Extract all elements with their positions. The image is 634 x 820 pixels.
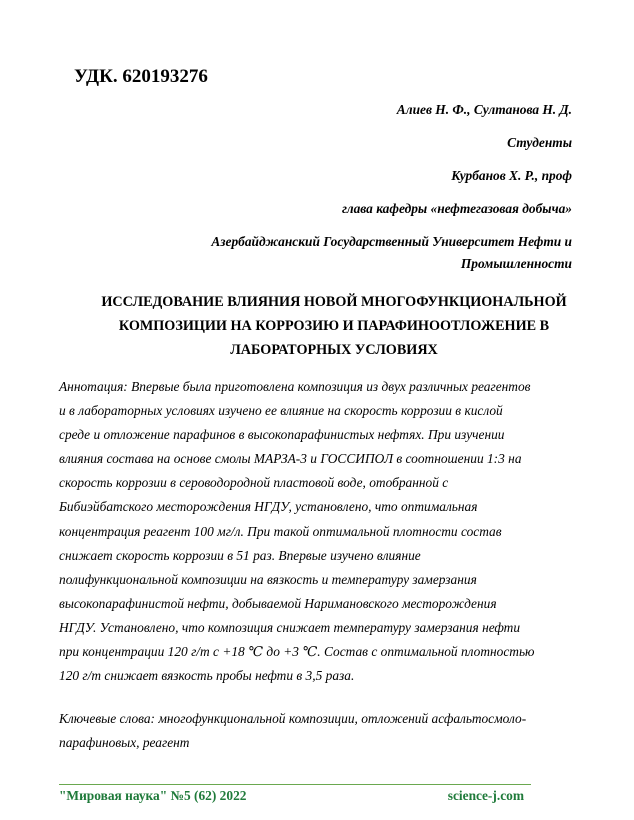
author-names: Алиев Н. Ф., Султанова Н. Д. <box>396 102 572 117</box>
abstract-line: концентрация реагент 100 мг/л. При такой оптимальной плотности состав <box>59 523 502 539</box>
article-title <box>90 290 578 362</box>
footer-divider <box>59 784 531 785</box>
abstract-line: скорость коррозии в сероводородной пластовой воде, отобранной с <box>59 475 449 491</box>
abstract-line: снижает скорость коррозии в 51 раз. Впервые изучено влияние <box>59 547 421 563</box>
journal-website[interactable]: science-j.com <box>447 788 524 803</box>
abstract-line: и в лабораторных условиях изучено ее влияние на скорость коррозии в кислой <box>59 403 503 419</box>
abstract-line: полифункциональной композиции на вязкость и температуру замерзания <box>59 571 477 587</box>
supervisor-position: глава кафедры «нефтегазовая добыча» <box>341 201 572 216</box>
udk-code: УДК. 620193276 <box>74 66 208 87</box>
author-role: Студенты <box>507 135 572 150</box>
abstract-line: 120 г/т снижает вязкость пробы нефти в 3,5 раза. <box>59 668 355 684</box>
title-line: ИССЛЕДОВАНИЕ ВЛИЯНИЯ НОВОЙ МНОГОФУНКЦИОНАЛЬНОЙ <box>101 294 567 310</box>
author-block <box>60 100 572 276</box>
abstract-line: высокопарафинистой нефти, добываемой Наримановского месторождения <box>59 595 497 611</box>
abstract-line: НГДУ. Установлено, что композиция снижает температуру замерзания нефти <box>59 619 521 635</box>
supervisor-name: Курбанов Х. Р., проф <box>451 168 572 183</box>
abstract-line: Бибиэйбатского месторождения НГДУ, установлено, что оптимальная <box>59 499 478 515</box>
keywords-line: Ключевые слова: многофункциональной композиции, отложений асфальтосмоло- <box>59 711 527 726</box>
university-line-2: Промышленности <box>460 256 572 271</box>
title-line: ЛАБОРАТОРНЫХ УСЛОВИЯХ <box>230 342 438 358</box>
keywords-line: парафиновых, реагент <box>59 735 190 751</box>
university-line-1: Азербайджанский Государственный Университет Нефти и <box>211 234 572 249</box>
abstract-line: Аннотация: Впервые была приготовлена композиция из двух различных реагентов <box>59 379 531 394</box>
abstract <box>59 375 578 688</box>
abstract-line: среде и отложение парафинов в высокопарафинистых нефтях. При изучении <box>59 427 505 443</box>
title-line: КОМПОЗИЦИИ НА КОРРОЗИЮ И ПАРАФИНООТЛОЖЕНИЕ В <box>118 318 550 334</box>
abstract-line: при концентрации 120 г/т с +18 ℃ до +3 ℃. Состав с оптимальной плотностью <box>59 644 535 660</box>
abstract-line: влияния состава на основе смолы МАРЗА-3 и ГОССИПОЛ в соотношении 1:3 на <box>59 451 522 467</box>
keywords <box>59 707 578 755</box>
journal-name: "Мировая наука" №5 (62) 2022 <box>59 788 247 803</box>
